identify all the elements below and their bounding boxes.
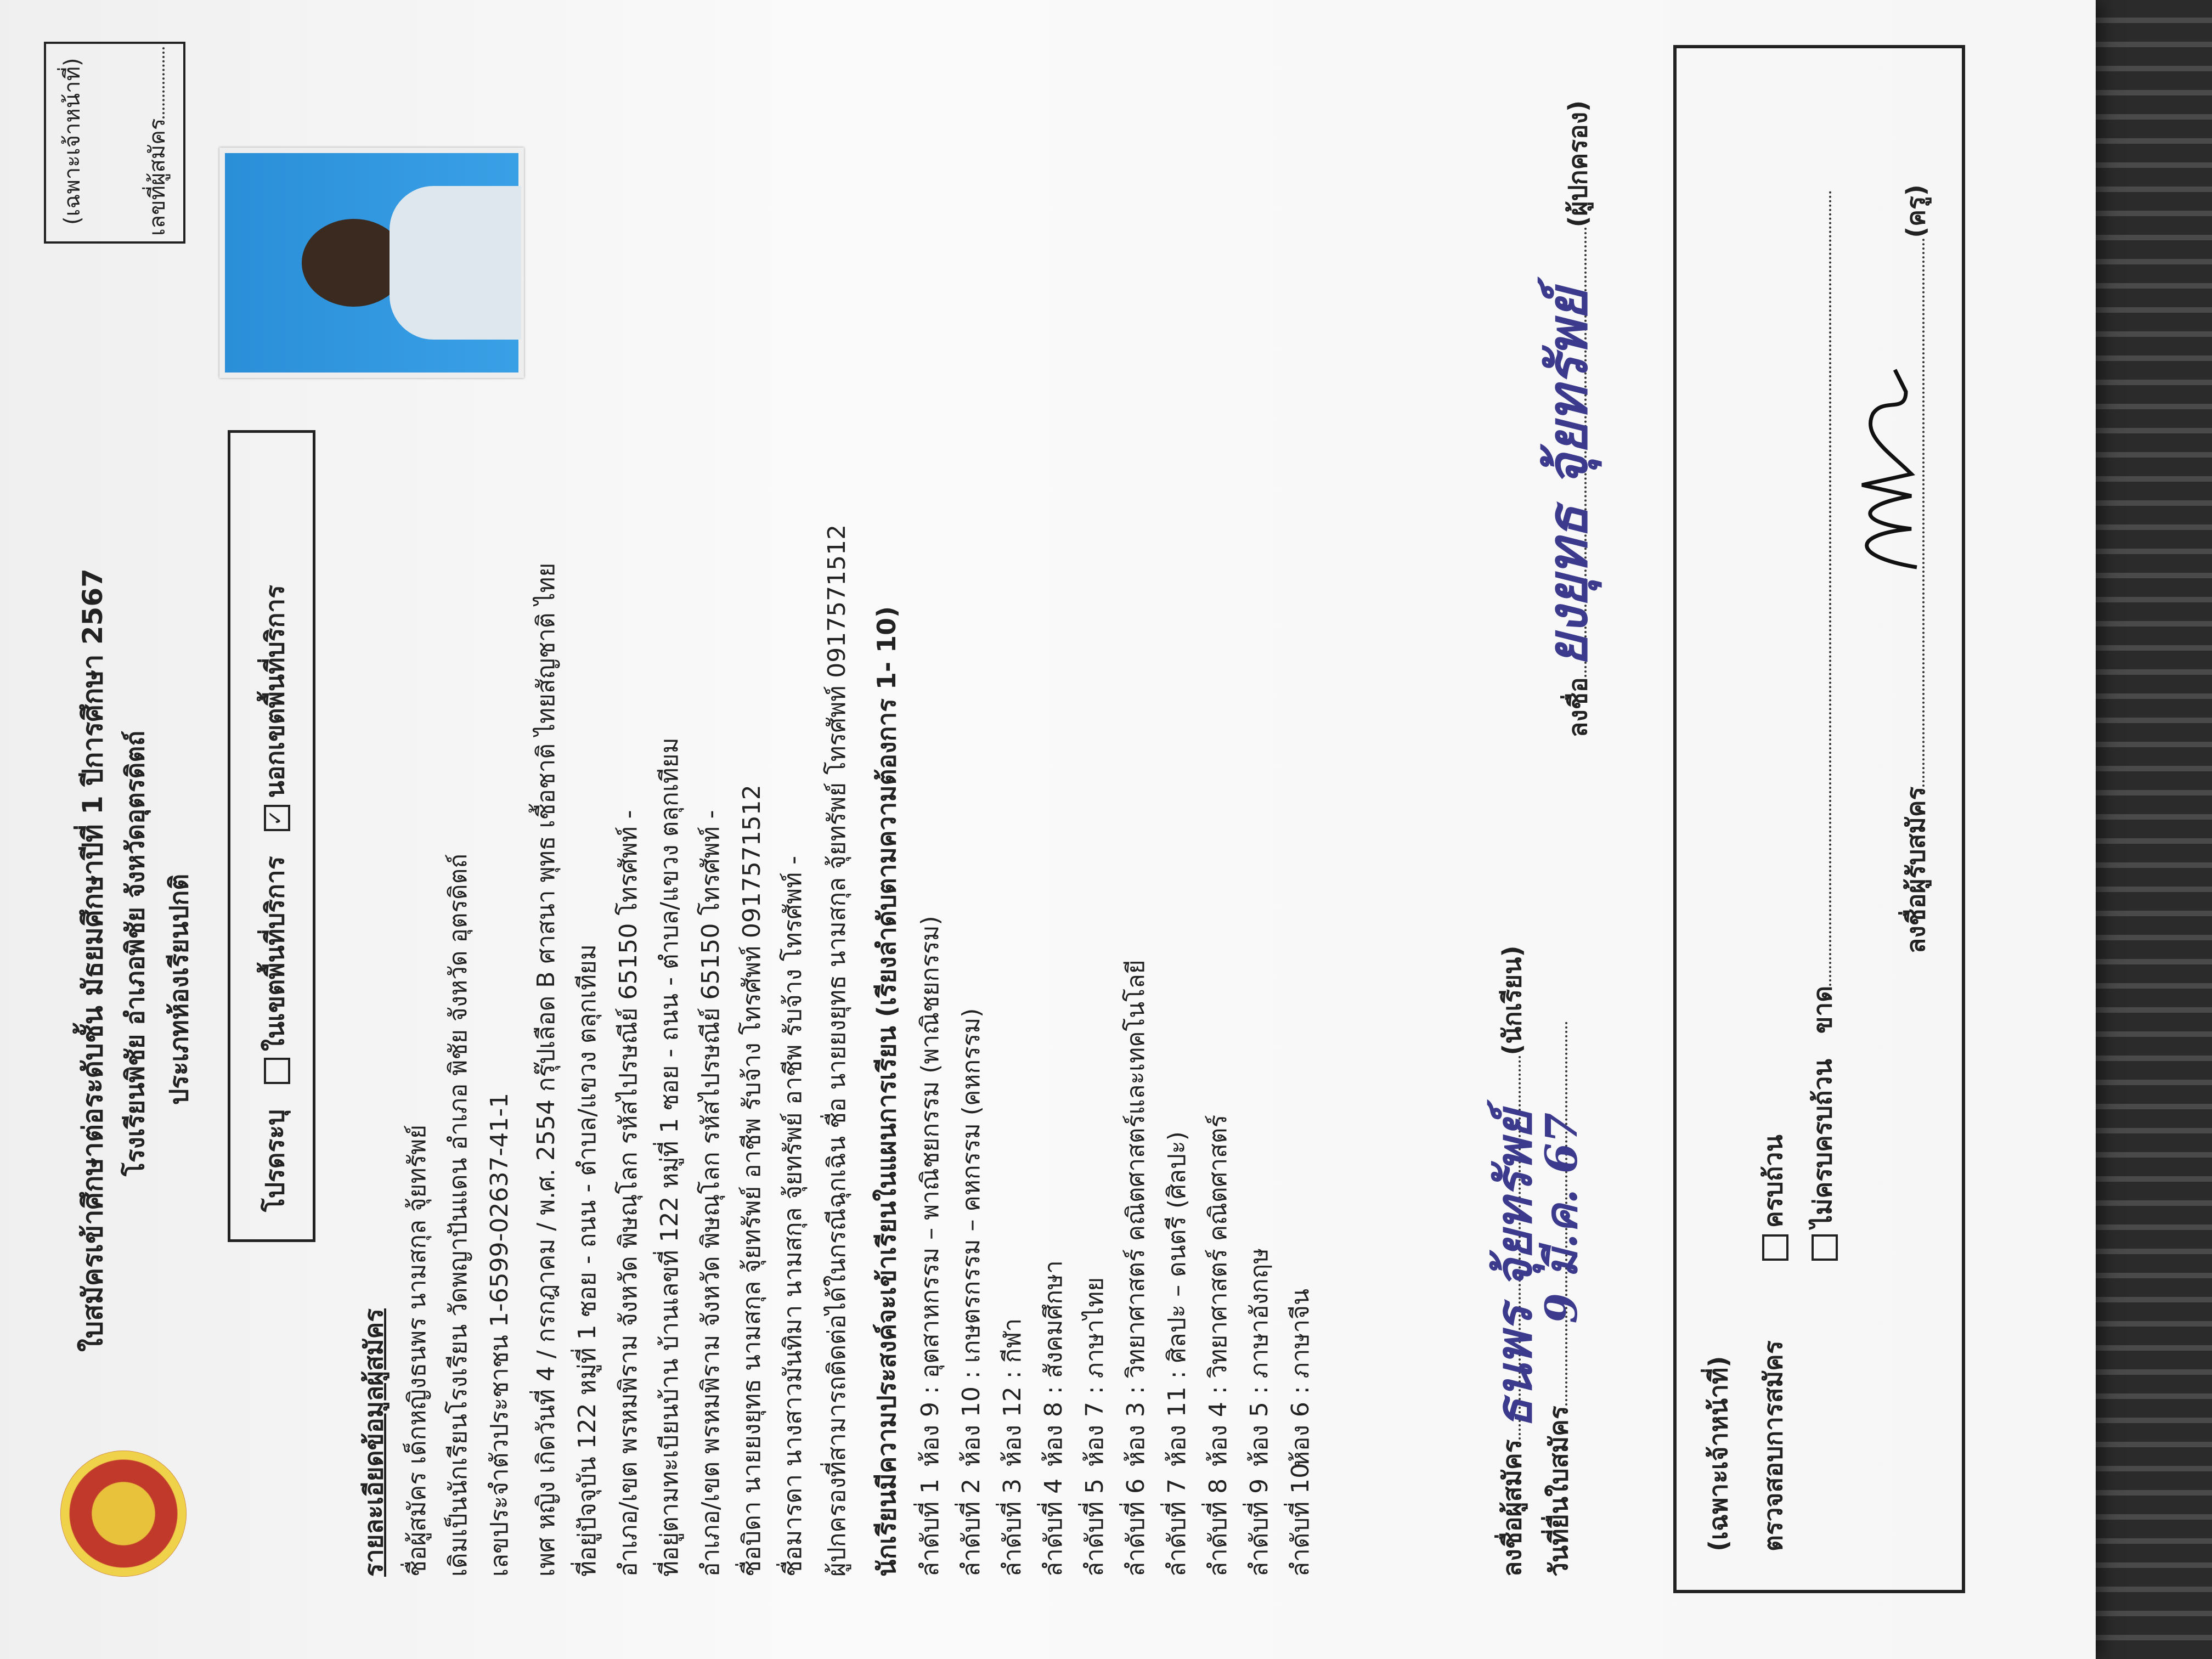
list-item: ลำดับที่ 9ห้อง 5 : ภาษาอังกฤษ	[1245, 1248, 1273, 1577]
applicant-no-field[interactable]	[162, 47, 165, 119]
receiver-sign-field[interactable]	[1922, 238, 1925, 787]
guardian-sign-label: ลงชื่อ	[1563, 677, 1593, 737]
submit-date-label: วันที่ยื่นใบสมัคร	[1544, 1406, 1573, 1577]
school-name: โรงเรียนพิชัย อำเภอพิชัย จังหวัดอุตรดิตถ์	[120, 730, 150, 1176]
choices-heading: นักเรียนมีความประสงค์จะเข้าเรียนในแผนการเรียน (เรียงลำดับตามความต้องการ 1- 10)	[872, 606, 901, 1577]
applicant-no-label: เลขที่ผู้สมัคร	[145, 118, 170, 236]
zone-select-box	[228, 430, 315, 1242]
applicant-signature: ธนพร จุ้ยทรัพย์	[1485, 1110, 1543, 1429]
detail-line: ผู้ปกครองที่สามารถติดต่อได้ในกรณีฉุกเฉิน ชื่อ นายยงยุทธ นามสกุล จุ้ยทรัพย์ โทรศัพท์ 0917571512	[823, 524, 851, 1577]
teacher-role: (ครู)	[1901, 184, 1931, 238]
detail-line: ที่อยู่ตามทะเบียนบ้าน บ้านเลขที่ 122 หมู่ที่ 1 ซอย - ถนน - ตำบล/แขวง ตลุกเทียม	[656, 737, 684, 1577]
list-item: ลำดับที่ 2ห้อง 10 : เกษตรกรรม – คหกรรม (คหกรรม)	[957, 1008, 985, 1577]
guardian-sign-field[interactable]	[1535, 228, 1600, 678]
detail-line: ชื่อมารดา นางสาวมันทิมา นามสกุล จุ้ยทรัพย์ อาชีพ รับจ้าง โทรศัพท์ -	[779, 855, 807, 1577]
officer-box-title: (เฉพาะเจ้าหน้าที่)	[1703, 1356, 1733, 1551]
classroom-type: ประเภทห้องเรียนปกติ	[164, 873, 194, 1105]
guardian-role: (ผู้ปกครอง)	[1563, 100, 1593, 228]
applicant-sign-field[interactable]	[1485, 1056, 1543, 1440]
guardian-signature: ยงยุทธ จุ้ยทรัพย์	[1535, 288, 1600, 667]
receiver-sign-label: ลงชื่อผู้รับสมัคร	[1901, 786, 1931, 953]
in-zone-label: ในเขตพื้นที่บริการ	[260, 856, 290, 1051]
in-zone-checkbox[interactable]	[264, 1058, 290, 1084]
school-seal-logo	[60, 1451, 187, 1577]
complete-checkbox[interactable]	[1762, 1234, 1788, 1261]
list-item: ลำดับที่ 8ห้อง 4 : วิทยาศาสตร์ คณิตศาสตร์	[1204, 1114, 1232, 1577]
applicant-role: (นักเรียน)	[1497, 945, 1527, 1056]
applicant-sign-label: ลงชื่อผู้สมัคร	[1497, 1439, 1527, 1577]
officer-review-box	[1673, 45, 1965, 1593]
submit-date-value: 9 มี.ค. 67	[1536, 1112, 1587, 1324]
list-item: ลำดับที่ 6ห้อง 3 : วิทยาศาสตร์ คณิตศาสตร์และเทคโนโลยี	[1122, 960, 1150, 1577]
submit-date-row	[1536, 1022, 1587, 1577]
list-item: ลำดับที่ 7ห้อง 11 : ศิลปะ – ดนตรี (ศิลปะ)	[1163, 1131, 1191, 1577]
list-item: ลำดับที่ 10ห้อง 6 : ภาษาจีน	[1286, 1289, 1314, 1577]
list-item: ลำดับที่ 3ห้อง 12 : กีฬา	[998, 1318, 1026, 1577]
list-item: ลำดับที่ 5ห้อง 7 : ภาษาไทย	[1081, 1277, 1109, 1577]
incomplete-checkbox[interactable]	[1812, 1234, 1838, 1261]
check-application-label: ตรวจสอบการสมัคร	[1758, 1340, 1788, 1551]
complete-label: ครบถ้วน	[1758, 1135, 1788, 1228]
detail-line: ชื่อบิดา นายยงยุทธ นามสกุล จุ้ยทรัพย์ อาชีพ รับจ้าง โทรศัพท์ 0917571512	[738, 785, 766, 1577]
detail-line: เดิมเป็นนักเรียนโรงเรียน วัดพญาปันแดน อำเภอ พิชัย จังหวัด อุตรดิตถ์	[444, 854, 472, 1577]
out-zone-label: นอกเขตพื้นที่บริการ	[260, 585, 290, 798]
officer-only-label: (เฉพาะเจ้าหน้าที่)	[60, 58, 85, 225]
applicant-number-box	[44, 42, 185, 244]
detail-line: ชื่อผู้สมัคร เด็กหญิงธนพร นามสกุล จุ้ยทรัพย์	[403, 1125, 431, 1577]
form-title: ใบสมัครเข้าศึกษาต่อระดับชั้น มัธยมศึกษาปีที่ 1 ปีการศึกษา 2567	[77, 568, 109, 1352]
receiver-signature-scribble	[1829, 348, 1939, 578]
list-item: ลำดับที่ 4ห้อง 8 : สังคมศึกษา	[1040, 1260, 1068, 1577]
missing-label: ขาด	[1808, 985, 1837, 1034]
guardian-signature-row	[1535, 100, 1600, 737]
detail-line: เพศ หญิง เกิดวันที่ 4 / กรกฎาคม / พ.ศ. 2554 กรุ๊ปเลือด B ศาสนา พุทธ เชื้อชาติ ไทยสัญชาติ ไทย	[532, 562, 560, 1577]
details-heading: รายละเอียดข้อมูลผู้สมัคร	[359, 1308, 388, 1577]
zone-label: โปรดระบุ	[260, 1109, 290, 1212]
detail-line: อำเภอ/เขต พรหมพิราม จังหวัด พิษณุโลก รหัสไปรษณีย์ 65150 โทรศัพท์ -	[697, 810, 725, 1577]
detail-line: เลขประจำตัวประชาชน 1-6599-02637-41-1	[486, 1092, 514, 1577]
incomplete-label: ไม่ครบครบถ้วน	[1808, 1059, 1837, 1228]
applicant-photo	[219, 148, 524, 378]
submit-date-field[interactable]	[1536, 1022, 1587, 1406]
out-zone-checkbox[interactable]: ✓	[264, 805, 290, 831]
missing-field[interactable]	[1829, 190, 1831, 986]
list-item: ลำดับที่ 1ห้อง 9 : อุตสาหกรรม – พาณิชยกรรม (พาณิชยกรรม)	[916, 916, 944, 1577]
detail-line: อำเภอ/เขต พรหมพิราม จังหวัด พิษณุโลก รหัสไปรษณีย์ 65150 โทรศัพท์ -	[614, 810, 642, 1577]
detail-line: ที่อยู่ปัจจุบัน 122 หมู่ที่ 1 ซอย - ถนน - ตำบล/แขวง ตลุกเทียม	[573, 944, 601, 1577]
